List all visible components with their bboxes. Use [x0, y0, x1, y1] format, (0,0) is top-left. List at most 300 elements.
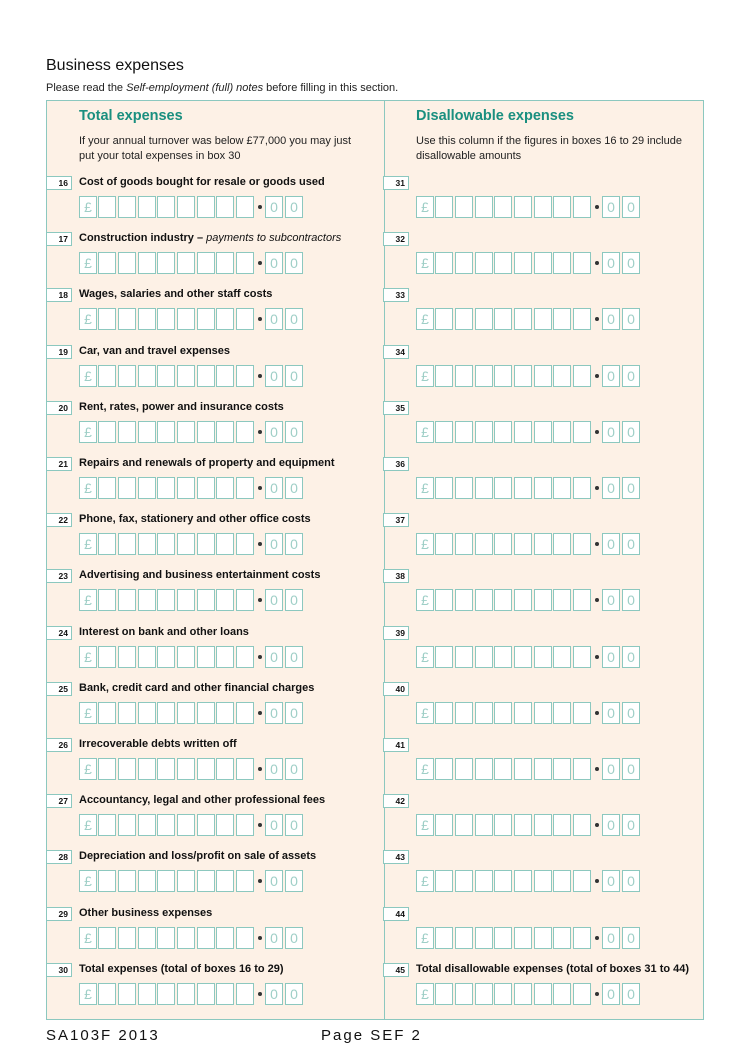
digit-cell[interactable]	[236, 421, 254, 443]
digit-cell[interactable]	[494, 252, 512, 274]
digit-cell[interactable]	[455, 421, 473, 443]
digit-cell[interactable]	[197, 421, 215, 443]
digit-cell[interactable]	[157, 308, 175, 330]
expense-label-text: Cost of goods bought for resale or goods used	[79, 176, 325, 188]
digit-cell[interactable]	[514, 308, 532, 330]
digit-cell[interactable]	[553, 252, 571, 274]
digit-cell[interactable]	[435, 477, 453, 499]
digit-cell[interactable]	[138, 927, 156, 949]
expense-label-text: Total expenses (total of boxes 16 to 29)	[79, 962, 284, 975]
digit-cell[interactable]	[138, 983, 156, 1005]
digit-cell[interactable]	[157, 702, 175, 724]
digit-cell[interactable]	[534, 927, 552, 949]
digit-cell[interactable]	[553, 589, 571, 611]
digit-cell[interactable]	[197, 533, 215, 555]
digit-cell[interactable]	[475, 252, 493, 274]
digit-cell[interactable]	[573, 308, 591, 330]
digit-cell[interactable]	[98, 870, 116, 892]
digit-cell[interactable]	[475, 927, 493, 949]
digit-cell[interactable]	[475, 308, 493, 330]
digit-cell[interactable]	[475, 758, 493, 780]
digit-cell[interactable]	[197, 983, 215, 1005]
digit-cell[interactable]	[475, 646, 493, 668]
digit-cell[interactable]	[435, 589, 453, 611]
digit-cell[interactable]	[514, 646, 532, 668]
digit-cell[interactable]	[534, 196, 552, 218]
disallowable-amount-field[interactable]	[416, 421, 641, 443]
disallowable-amount-field[interactable]	[416, 927, 641, 949]
digit-cell[interactable]	[475, 196, 493, 218]
digit-cell[interactable]	[98, 252, 116, 274]
digit-cell[interactable]	[435, 702, 453, 724]
digit-cell[interactable]	[177, 308, 195, 330]
disallowable-amount-field[interactable]	[416, 308, 641, 330]
digit-cell[interactable]	[573, 758, 591, 780]
digit-cell[interactable]	[236, 702, 254, 724]
digit-cell[interactable]	[157, 477, 175, 499]
disallowable-amount-field[interactable]	[416, 252, 641, 274]
digit-cell[interactable]	[514, 702, 532, 724]
digit-cell[interactable]	[494, 870, 512, 892]
digit-cell[interactable]	[118, 196, 136, 218]
digit-cell[interactable]	[197, 758, 215, 780]
digit-cell[interactable]	[475, 589, 493, 611]
digit-cell[interactable]	[236, 252, 254, 274]
disallowable-amount-field[interactable]	[416, 589, 641, 611]
total-amount-field[interactable]	[79, 646, 304, 668]
digit-cell[interactable]	[534, 702, 552, 724]
digit-cell[interactable]	[514, 927, 532, 949]
digit-cell[interactable]	[157, 646, 175, 668]
digit-cell[interactable]	[514, 983, 532, 1005]
digit-cell[interactable]	[573, 252, 591, 274]
digit-cell[interactable]	[138, 533, 156, 555]
digit-cell[interactable]	[118, 365, 136, 387]
digit-cell[interactable]	[138, 702, 156, 724]
digit-cell[interactable]	[514, 533, 532, 555]
digit-cell[interactable]	[157, 252, 175, 274]
digit-cell[interactable]	[455, 308, 473, 330]
total-amount-field[interactable]	[79, 252, 304, 274]
digit-cell[interactable]	[216, 308, 234, 330]
digit-cell[interactable]	[494, 814, 512, 836]
disallowable-amount-field[interactable]	[416, 870, 641, 892]
digit-cell[interactable]	[177, 646, 195, 668]
digit-cell[interactable]	[177, 477, 195, 499]
digit-cell[interactable]	[553, 646, 571, 668]
digit-cell[interactable]	[197, 308, 215, 330]
digit-cell[interactable]	[435, 421, 453, 443]
disallowable-amount-field[interactable]	[416, 814, 641, 836]
digit-cell[interactable]	[157, 196, 175, 218]
digit-cell[interactable]	[98, 589, 116, 611]
digit-cell[interactable]	[455, 702, 473, 724]
total-amount-field[interactable]	[79, 196, 304, 218]
total-amount-field[interactable]	[79, 927, 304, 949]
expense-label-text: Car, van and travel expenses	[79, 344, 231, 357]
total-amount-field[interactable]	[79, 702, 304, 724]
digit-cell[interactable]	[573, 533, 591, 555]
digit-cell[interactable]	[197, 927, 215, 949]
disallowable-amount-field[interactable]	[416, 983, 641, 1005]
digit-cell[interactable]	[177, 870, 195, 892]
total-amount-field[interactable]	[79, 308, 304, 330]
digit-cell[interactable]	[494, 196, 512, 218]
disallowable-amount-field[interactable]	[416, 533, 641, 555]
digit-cell[interactable]	[138, 252, 156, 274]
digit-cell[interactable]	[455, 533, 473, 555]
disallowable-amount-field[interactable]	[416, 758, 641, 780]
total-amount-field[interactable]	[79, 983, 304, 1005]
pence-cell: 0	[622, 196, 640, 218]
digit-cell[interactable]	[157, 814, 175, 836]
digit-cell[interactable]	[138, 477, 156, 499]
digit-cell[interactable]	[475, 533, 493, 555]
digit-cell[interactable]	[157, 870, 175, 892]
digit-cell[interactable]	[494, 758, 512, 780]
digit-cell[interactable]	[197, 646, 215, 668]
pence-cell: 0	[285, 646, 303, 668]
pound-sign-cell: £	[79, 646, 97, 668]
box-number: 45	[383, 963, 409, 977]
digit-cell[interactable]	[553, 533, 571, 555]
digit-cell[interactable]	[157, 421, 175, 443]
digit-cell[interactable]	[534, 477, 552, 499]
total-amount-field[interactable]	[79, 814, 304, 836]
digit-cell[interactable]	[236, 814, 254, 836]
digit-cell[interactable]	[514, 589, 532, 611]
digit-cell[interactable]	[177, 196, 195, 218]
digit-cell[interactable]	[435, 983, 453, 1005]
digit-cell[interactable]	[514, 758, 532, 780]
digit-cell[interactable]	[118, 252, 136, 274]
digit-cell[interactable]	[197, 477, 215, 499]
digit-cell[interactable]	[98, 421, 116, 443]
box-number: 17	[46, 232, 72, 246]
digit-cell[interactable]	[435, 870, 453, 892]
digit-cell[interactable]	[197, 252, 215, 274]
pence-cell: 0	[622, 927, 640, 949]
digit-cell[interactable]	[236, 308, 254, 330]
digit-cell[interactable]	[455, 477, 473, 499]
digit-cell[interactable]	[216, 365, 234, 387]
digit-cell[interactable]	[216, 983, 234, 1005]
digit-cell[interactable]	[138, 646, 156, 668]
digit-cell[interactable]	[138, 814, 156, 836]
digit-cell[interactable]	[177, 983, 195, 1005]
digit-cell[interactable]	[236, 196, 254, 218]
pound-sign-cell: £	[79, 308, 97, 330]
pence-cell: 0	[265, 477, 283, 499]
digit-cell[interactable]	[455, 927, 473, 949]
digit-cell[interactable]	[177, 252, 195, 274]
expense-row	[0, 288, 750, 344]
digit-cell[interactable]	[118, 983, 136, 1005]
digit-cell[interactable]	[98, 927, 116, 949]
digit-cell[interactable]	[435, 814, 453, 836]
digit-cell[interactable]	[494, 477, 512, 499]
digit-cell[interactable]	[494, 533, 512, 555]
digit-cell[interactable]	[118, 477, 136, 499]
digit-cell[interactable]	[573, 814, 591, 836]
digit-cell[interactable]	[475, 477, 493, 499]
digit-cell[interactable]	[455, 252, 473, 274]
digit-cell[interactable]	[475, 814, 493, 836]
total-amount-field[interactable]	[79, 589, 304, 611]
digit-cell[interactable]	[236, 365, 254, 387]
digit-cell[interactable]	[573, 646, 591, 668]
digit-cell[interactable]	[98, 365, 116, 387]
digit-cell[interactable]	[236, 758, 254, 780]
digit-cell[interactable]	[494, 365, 512, 387]
digit-cell[interactable]	[553, 870, 571, 892]
digit-cell[interactable]	[216, 870, 234, 892]
digit-cell[interactable]	[534, 533, 552, 555]
digit-cell[interactable]	[534, 365, 552, 387]
digit-cell[interactable]	[236, 646, 254, 668]
digit-cell[interactable]	[475, 983, 493, 1005]
decimal-point	[258, 430, 262, 434]
digit-cell[interactable]	[236, 983, 254, 1005]
digit-cell[interactable]	[573, 196, 591, 218]
digit-cell[interactable]	[138, 421, 156, 443]
digit-cell[interactable]	[553, 814, 571, 836]
digit-cell[interactable]	[553, 927, 571, 949]
digit-cell[interactable]	[216, 533, 234, 555]
digit-cell[interactable]	[514, 421, 532, 443]
digit-cell[interactable]	[177, 533, 195, 555]
expense-label	[79, 345, 230, 358]
digit-cell[interactable]	[494, 589, 512, 611]
digit-cell[interactable]	[177, 589, 195, 611]
digit-cell[interactable]	[435, 758, 453, 780]
digit-cell[interactable]	[573, 702, 591, 724]
digit-cell[interactable]	[98, 477, 116, 499]
digit-cell[interactable]	[197, 814, 215, 836]
digit-cell[interactable]	[435, 533, 453, 555]
digit-cell[interactable]	[138, 196, 156, 218]
digit-cell[interactable]	[197, 196, 215, 218]
digit-cell[interactable]	[216, 646, 234, 668]
digit-cell[interactable]	[553, 983, 571, 1005]
digit-cell[interactable]	[534, 252, 552, 274]
digit-cell[interactable]	[236, 477, 254, 499]
digit-cell[interactable]	[514, 477, 532, 499]
digit-cell[interactable]	[455, 365, 473, 387]
digit-cell[interactable]	[534, 646, 552, 668]
digit-cell[interactable]	[177, 814, 195, 836]
digit-cell[interactable]	[534, 421, 552, 443]
digit-cell[interactable]	[197, 870, 215, 892]
total-amount-field[interactable]	[79, 533, 304, 555]
digit-cell[interactable]	[514, 814, 532, 836]
digit-cell[interactable]	[197, 702, 215, 724]
total-amount-field[interactable]	[79, 365, 304, 387]
pound-sign-cell: £	[416, 421, 434, 443]
digit-cell[interactable]	[475, 702, 493, 724]
disallowable-amount-field[interactable]	[416, 196, 641, 218]
digit-cell[interactable]	[494, 983, 512, 1005]
total-amount-field[interactable]	[79, 421, 304, 443]
digit-cell[interactable]	[534, 983, 552, 1005]
digit-cell[interactable]	[475, 870, 493, 892]
digit-cell[interactable]	[435, 252, 453, 274]
digit-cell[interactable]	[216, 927, 234, 949]
expense-label	[79, 963, 284, 976]
expense-row	[0, 626, 750, 682]
digit-cell[interactable]	[435, 308, 453, 330]
digit-cell[interactable]	[118, 758, 136, 780]
digit-cell[interactable]	[177, 365, 195, 387]
digit-cell[interactable]	[573, 870, 591, 892]
disallowable-amount-field[interactable]	[416, 702, 641, 724]
digit-cell[interactable]	[573, 983, 591, 1005]
digit-cell[interactable]	[177, 927, 195, 949]
digit-cell[interactable]	[118, 589, 136, 611]
digit-cell[interactable]	[514, 870, 532, 892]
digit-cell[interactable]	[216, 252, 234, 274]
digit-cell[interactable]	[197, 365, 215, 387]
digit-cell[interactable]	[514, 365, 532, 387]
digit-cell[interactable]	[98, 983, 116, 1005]
digit-cell[interactable]	[494, 308, 512, 330]
digit-cell[interactable]	[98, 646, 116, 668]
digit-cell[interactable]	[573, 477, 591, 499]
digit-cell[interactable]	[514, 196, 532, 218]
disallowable-amount-field[interactable]	[416, 365, 641, 387]
digit-cell[interactable]	[435, 927, 453, 949]
digit-cell[interactable]	[455, 758, 473, 780]
digit-cell[interactable]	[455, 589, 473, 611]
digit-cell[interactable]	[435, 646, 453, 668]
digit-cell[interactable]	[118, 927, 136, 949]
box-number: 43	[383, 850, 409, 864]
digit-cell[interactable]	[455, 814, 473, 836]
digit-cell[interactable]	[197, 589, 215, 611]
digit-cell[interactable]	[118, 533, 136, 555]
disallowable-amount-field[interactable]	[416, 477, 641, 499]
digit-cell[interactable]	[475, 365, 493, 387]
digit-cell[interactable]	[573, 927, 591, 949]
digit-cell[interactable]	[138, 758, 156, 780]
digit-cell[interactable]	[118, 421, 136, 443]
pence-cell: 0	[285, 421, 303, 443]
digit-cell[interactable]	[98, 196, 116, 218]
digit-cell[interactable]	[553, 477, 571, 499]
digit-cell[interactable]	[98, 758, 116, 780]
digit-cell[interactable]	[118, 308, 136, 330]
digit-cell[interactable]	[157, 365, 175, 387]
digit-cell[interactable]	[553, 421, 571, 443]
digit-cell[interactable]	[534, 589, 552, 611]
expense-label-text: Construction industry –	[79, 232, 207, 245]
digit-cell[interactable]	[157, 533, 175, 555]
digit-cell[interactable]	[455, 983, 473, 1005]
digit-cell[interactable]	[534, 870, 552, 892]
digit-cell[interactable]	[98, 814, 116, 836]
digit-cell[interactable]	[98, 308, 116, 330]
expense-row	[0, 682, 750, 738]
digit-cell[interactable]	[236, 589, 254, 611]
digit-cell[interactable]	[494, 646, 512, 668]
digit-cell[interactable]	[216, 702, 234, 724]
total-amount-field[interactable]	[79, 870, 304, 892]
digit-cell[interactable]	[98, 702, 116, 724]
digit-cell[interactable]	[157, 927, 175, 949]
digit-cell[interactable]	[494, 927, 512, 949]
digit-cell[interactable]	[118, 870, 136, 892]
digit-cell[interactable]	[138, 365, 156, 387]
digit-cell[interactable]	[534, 308, 552, 330]
digit-cell[interactable]	[138, 870, 156, 892]
digit-cell[interactable]	[157, 983, 175, 1005]
digit-cell[interactable]	[177, 758, 195, 780]
pence-cell: 0	[285, 589, 303, 611]
digit-cell[interactable]	[216, 814, 234, 836]
digit-cell[interactable]	[157, 758, 175, 780]
digit-cell[interactable]	[494, 702, 512, 724]
digit-cell[interactable]	[573, 589, 591, 611]
expense-label	[79, 288, 272, 301]
digit-cell[interactable]	[118, 814, 136, 836]
digit-cell[interactable]	[455, 196, 473, 218]
pound-sign-cell: £	[79, 589, 97, 611]
digit-cell[interactable]	[573, 421, 591, 443]
pound-sign-cell: £	[79, 814, 97, 836]
disallowable-label: Total disallowable expenses (total of boxes 31 to 44)	[416, 962, 690, 975]
digit-cell[interactable]	[494, 421, 512, 443]
total-amount-field[interactable]	[79, 477, 304, 499]
digit-cell[interactable]	[455, 646, 473, 668]
digit-cell[interactable]	[177, 702, 195, 724]
digit-cell[interactable]	[177, 421, 195, 443]
digit-cell[interactable]	[216, 589, 234, 611]
digit-cell[interactable]	[236, 927, 254, 949]
disallowable-amount-field[interactable]	[416, 646, 641, 668]
digit-cell[interactable]	[216, 758, 234, 780]
digit-cell[interactable]	[216, 421, 234, 443]
digit-cell[interactable]	[118, 702, 136, 724]
digit-cell[interactable]	[553, 758, 571, 780]
digit-cell[interactable]	[553, 702, 571, 724]
pound-sign-cell: £	[416, 758, 434, 780]
expense-label	[79, 794, 325, 807]
digit-cell[interactable]	[534, 814, 552, 836]
digit-cell[interactable]	[157, 589, 175, 611]
digit-cell[interactable]	[435, 365, 453, 387]
digit-cell[interactable]	[98, 533, 116, 555]
digit-cell[interactable]	[534, 758, 552, 780]
total-amount-field[interactable]	[79, 758, 304, 780]
digit-cell[interactable]	[138, 589, 156, 611]
digit-cell[interactable]	[573, 365, 591, 387]
digit-cell[interactable]	[553, 308, 571, 330]
digit-cell[interactable]	[216, 477, 234, 499]
digit-cell[interactable]	[514, 252, 532, 274]
digit-cell[interactable]	[118, 646, 136, 668]
digit-cell[interactable]	[138, 308, 156, 330]
digit-cell[interactable]	[435, 196, 453, 218]
pound-sign-cell: £	[79, 983, 97, 1005]
digit-cell[interactable]	[216, 196, 234, 218]
pound-sign-cell: £	[416, 365, 434, 387]
digit-cell[interactable]	[236, 870, 254, 892]
digit-cell[interactable]	[475, 421, 493, 443]
digit-cell[interactable]	[236, 533, 254, 555]
digit-cell[interactable]	[455, 870, 473, 892]
digit-cell[interactable]	[553, 196, 571, 218]
digit-cell[interactable]	[553, 365, 571, 387]
